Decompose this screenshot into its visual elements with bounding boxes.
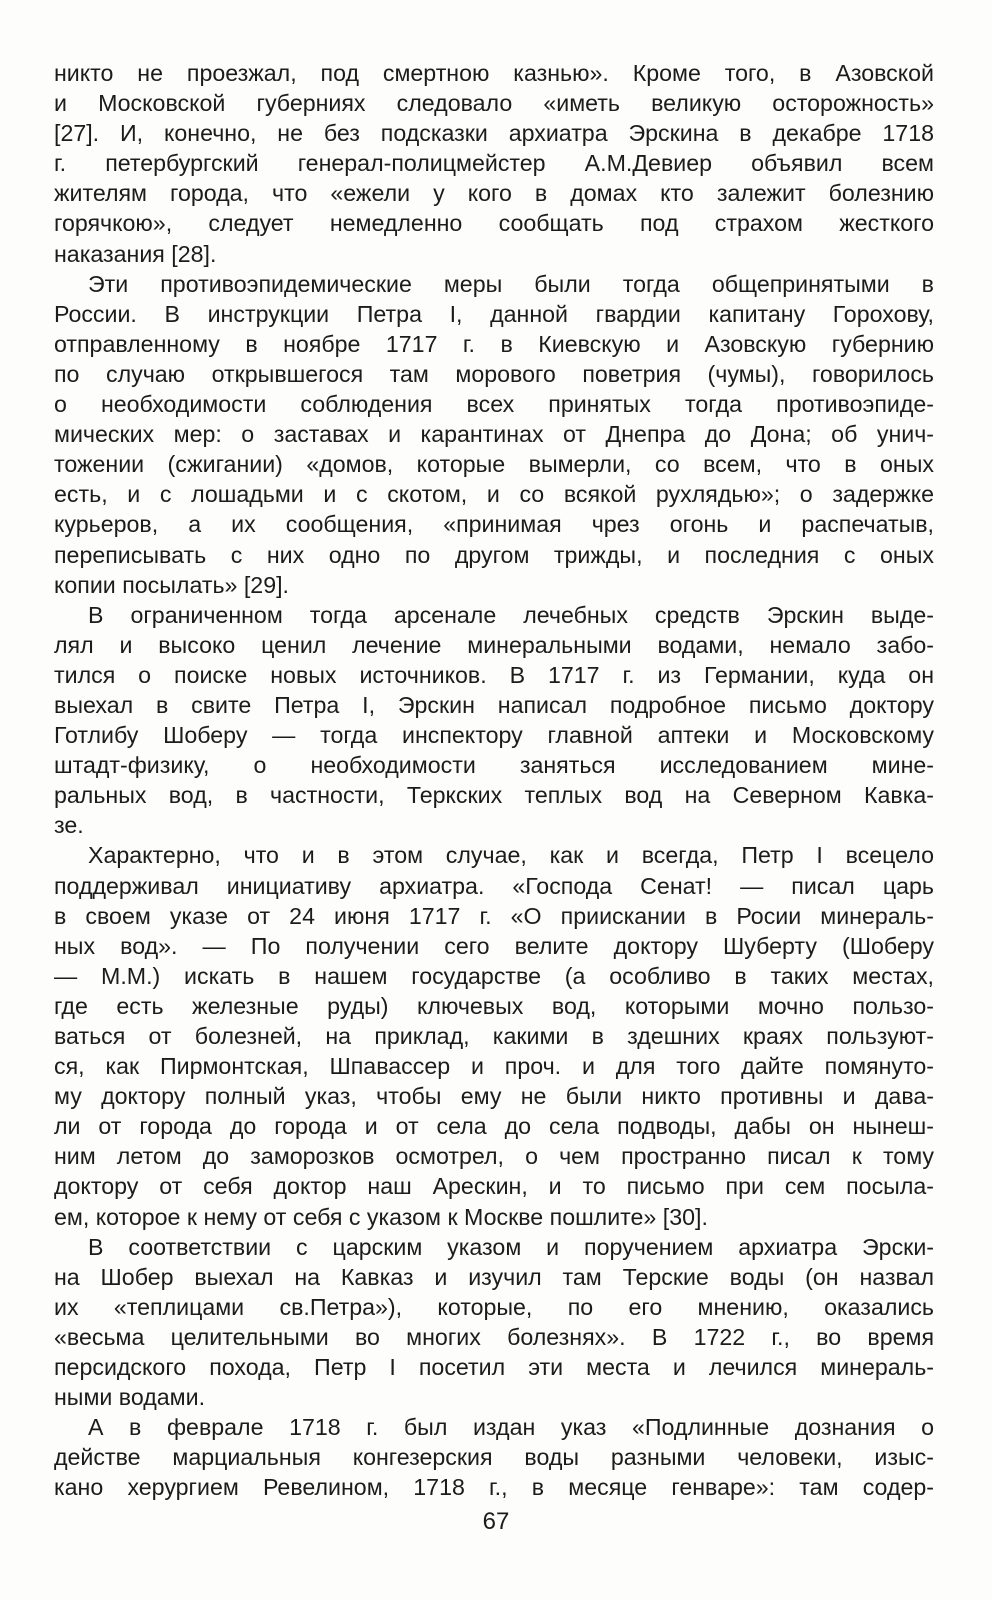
text-line: по случаю открывшегося там морового поветрия (чумы), говорилось [54, 360, 934, 387]
text-line: и Московской губерниях следовало «иметь великую осторожность» [54, 90, 934, 117]
paragraph-start-line: Эти противоэпидемические меры были тогда общепринятыми в [88, 270, 934, 297]
text-line: зе. [54, 812, 84, 839]
text-line: ральных вод, в частности, Теркских теплых вод на Северном Кавка- [54, 782, 934, 809]
text-line: [27]. И, конечно, не без подсказки архиатра Эрскина в декабре 1718 [54, 120, 934, 147]
text-line: выехал в свите Петра I, Эрскин написал подробное письмо доктору [54, 691, 934, 718]
text-line: где есть железные руды) ключевых вод, которыми мочно пользо- [54, 992, 934, 1019]
paragraph-start-line: А в феврале 1718 г. был издан указ «Подлинные дознания о [88, 1414, 934, 1441]
text-line: отправленному в ноябре 1717 г. в Киевскую и Азовскую губернию [54, 330, 934, 357]
text-line: их «теплицами св.Петра»), которые, по его мнению, оказались [54, 1293, 934, 1320]
text-line: ем, которое к нему от себя с указом к Москве пошлите» [30]. [54, 1203, 708, 1230]
text-line: доктору от себя доктор наш Арескин, и то письмо при сем посыла- [54, 1173, 934, 1200]
text-line: России. В инструкции Петра I, данной гвардии капитану Горохову, [54, 300, 934, 327]
text-line: копии посылать» [29]. [54, 571, 289, 598]
text-line: му доктору полный указ, чтобы ему не были никто противны и дава- [54, 1083, 934, 1110]
text-line: ли от города до города и от села до села подводы, дабы он нынеш- [54, 1113, 934, 1140]
text-line: о необходимости соблюдения всех принятых тогда противоэпиде- [54, 391, 934, 418]
text-line: Готлибу Шоберу — тогда инспектору главной аптеки и Московскому [54, 722, 934, 749]
text-line: поддерживал инициативу архиатра. «Господа Сенат! — писал царь [54, 872, 934, 899]
body-text [54, 58, 934, 1503]
text-line: в своем указе от 24 июня 1717 г. «О приискании в Росии минераль- [54, 902, 934, 929]
text-line: горячкою», следует немедленно сообщать под страхом жесткого [54, 210, 934, 237]
text-line: мических мер: о заставах и карантинах от Днепра до Дона; об унич- [54, 421, 934, 448]
text-line: тожении (сжигании) «домов, которые вымерли, со всем, что в оных [54, 451, 934, 478]
text-line: переписывать с них одно по другом трижды, и последния с оных [54, 541, 934, 568]
text-line: наказания [28]. [54, 240, 217, 267]
paragraph-start-line: В ограниченном тогда арсенале лечебных средств Эрскин выде- [88, 601, 934, 628]
text-line: персидского похода, Петр I посетил эти места и лечился минераль- [54, 1354, 934, 1381]
text-line: есть, и с лошадьми и с скотом, и со всякой рухлядью»; о задержке [54, 481, 934, 508]
text-line: лял и высоко ценил лечение минеральными водами, немало забо- [54, 631, 934, 658]
text-line: на Шобер выехал на Кавказ и изучил там Терские воды (он назвал [54, 1263, 934, 1290]
text-line: ся, как Пирмонтская, Шпавассер и проч. и для того дайте помянуто- [54, 1053, 934, 1080]
text-line: ним летом до заморозков осмотрел, о чем пространно писал к тому [54, 1143, 934, 1170]
page-number: 67 [482, 1508, 510, 1535]
text-line: штадт-физику, о необходимости заняться исследованием мине- [54, 752, 934, 779]
text-line: г. петербургский генерал-полицмейстер А.М.Девиер объявил всем [54, 150, 934, 177]
text-line: ных вод». — По получении сего велите доктору Шуберту (Шоберу [54, 932, 934, 959]
paragraph-start-line: В соответствии с царским указом и поручением архиатра Эрски- [88, 1233, 934, 1260]
text-line: ными водами. [54, 1384, 206, 1411]
text-line: никто не проезжал, под смертною казнью». Кроме того, в Азовской [54, 60, 934, 86]
text-line: курьеров, а их сообщения, «принимая чрез огонь и распечатыв, [54, 511, 934, 538]
text-line: «весьма целительными во многих болезнях». В 1722 г., во время [54, 1323, 934, 1350]
paragraph-start-line: Характерно, что и в этом случае, как и всегда, Петр I всецело [88, 842, 934, 869]
text-line: ваться от болезней, на приклад, какими в здешних краях пользуют- [54, 1023, 934, 1049]
text-line: — М.М.) искать в нашем государстве (а особливо в таких местах, [54, 962, 934, 989]
text-line: действе марциальныя конгезерския воды разными человеки, изыс- [54, 1444, 934, 1471]
text-line: жителям города, что «ежели у кого в домах кто залежит болезнию [54, 180, 934, 207]
text-line: тился о поиске новых источников. В 1717 г. из Германии, куда он [54, 661, 934, 688]
text-line: кано херургием Ревелином, 1718 г., в месяце генваре»: там содер- [54, 1474, 934, 1501]
